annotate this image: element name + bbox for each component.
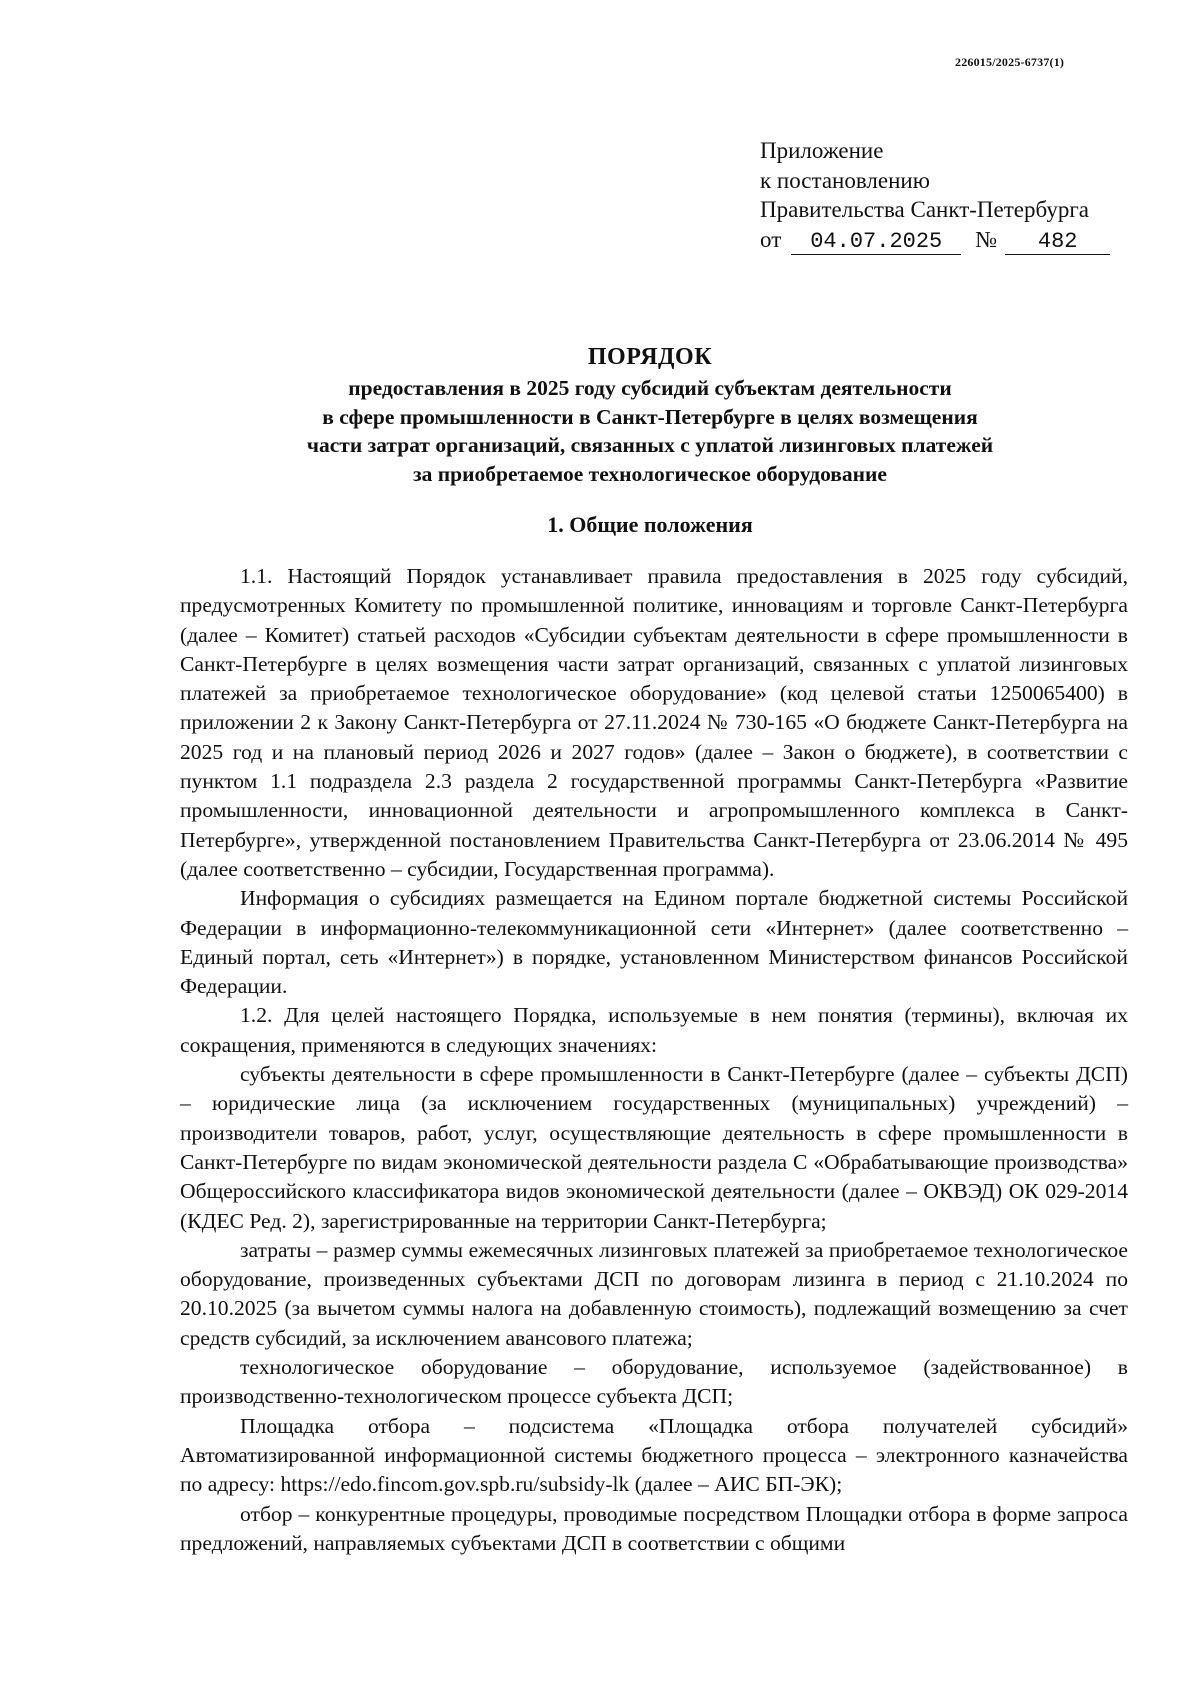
definition-costs: затраты – размер суммы ежемесячных лизинговых платежей за приобретаемое технологическое оборудование, произведенных субъектами ДСП по договорам лизинга в период с 21.10.2024 по 20.10.2025 (за вычетом суммы налога на добавленную стоимость), подлежащий возмещению за счет средств субсидий, за исключением авансового платежа;: [180, 1237, 1128, 1350]
section-body: [180, 562, 1128, 1558]
document-registration-number: 226015/2025-6737(1): [955, 55, 1065, 69]
paragraph-1-2: 1.2. Для целей настоящего Порядка, используемые в нем понятия (термины), включая их сокращения, применяются в следующих значениях:: [180, 1003, 1128, 1057]
appendix-from-label: от: [760, 226, 782, 252]
appendix-block: [760, 136, 1110, 255]
paragraph-1-1: 1.1. Настоящий Порядок устанавливает правила предоставления в 2025 году субсидий, предусмотренных Комитету по промышленной политике, инновациям и торговле Санкт-Петербурга (далее – Комитет) статьей расходов «Субсидии субъектам деятельности в сфере промышленности в Санкт-Петербурге в целях возмещения части затрат организаций, связанных с уплатой лизинговых платежей за приобретаемое технологическое оборудование» (код целевой статьи 1250065400) в приложении 2 к Закону Санкт-Петербурга от 27.11.2024 № 730-165 «О бюджете Санкт-Петербурга на 2025 год и на плановый период 2026 и 2027 годов» (далее – Закон о бюджете), в соответствии с пунктом 1.1 подраздела 2.3 раздела 2 государственной программы Санкт-Петербурга «Развитие промышленности, инновационной деятельности и агропромышленного комплекса в Санкт-Петербурге», утвержденной постановлением Правительства Санкт-Петербурга от 23.06.2014 № 495 (далее соответственно – субсидии, Государственная программа).: [180, 564, 1128, 881]
section-heading: 1. Общие положения: [547, 512, 753, 537]
document-title-block: [180, 340, 1120, 488]
appendix-line-3: Правительства Санкт-Петербурга: [760, 197, 1089, 222]
definition-selection: отбор – конкурентные процедуры, проводимые посредством Площадки отбора в форме запроса предложений, направляемых субъектами ДСП в соответствии с общими: [180, 1501, 1128, 1555]
appendix-number-sign: №: [975, 226, 998, 252]
document-subtitle-line: в сфере промышленности в Санкт-Петербурге в целях возмещения: [322, 404, 978, 429]
definition-subjects-dsp: субъекты деятельности в сфере промышленности в Санкт-Петербурге (далее – субъекты ДСП) – юридические лица (за исключением государственных (муниципальных) учреждений) – производители товаров, работ, услуг, осуществляющие деятельность в сфере промышленности в Санкт-Петербурге по видам экономической деятельности раздела С «Обрабатывающие производства» Общероссийского классификатора видов экономической деятельности (далее – ОКВЭД) ОК 029-2014 (КДЕС Ред. 2), зарегистрированные на территории Санкт-Петербурга;: [180, 1062, 1128, 1233]
document-subtitle-line: предоставления в 2025 году субсидий субъектам деятельности: [348, 376, 952, 400]
definition-selection-platform: Площадка отбора – подсистема «Площадка отбора получателей субсидий» Автоматизированной информационной системы бюджетного процесса – электронного казначейства по адресу: https://edo.fincom.gov.spb.ru/subsidy-lk (далее – АИС БП-ЭК);: [180, 1413, 1128, 1497]
appendix-date: 04.07.2025: [791, 231, 961, 255]
appendix-number: 482: [1005, 231, 1110, 255]
definition-equipment: технологическое оборудование – оборудование, используемое (задействованное) в производственно-технологическом процессе субъекта ДСП;: [180, 1355, 1128, 1409]
appendix-date-line: [760, 225, 1110, 255]
paragraph-portal-info: Информация о субсидиях размещается на Едином портале бюджетной системы Российской Федерации в информационно-телекоммуникационной сети «Интернет» (далее соответственно – Единый портал, сеть «Интернет») в порядке, установленном Министерством финансов Российской Федерации.: [180, 886, 1128, 999]
document-subtitle-line: за приобретаемое технологическое оборудование: [413, 461, 887, 486]
document-subtitle-line: части затрат организаций, связанных с уплатой лизинговых платежей: [306, 433, 994, 457]
appendix-line-2: к постановлению: [760, 167, 930, 193]
appendix-line-1: Приложение: [760, 138, 884, 163]
document-title: ПОРЯДОК: [587, 344, 713, 370]
